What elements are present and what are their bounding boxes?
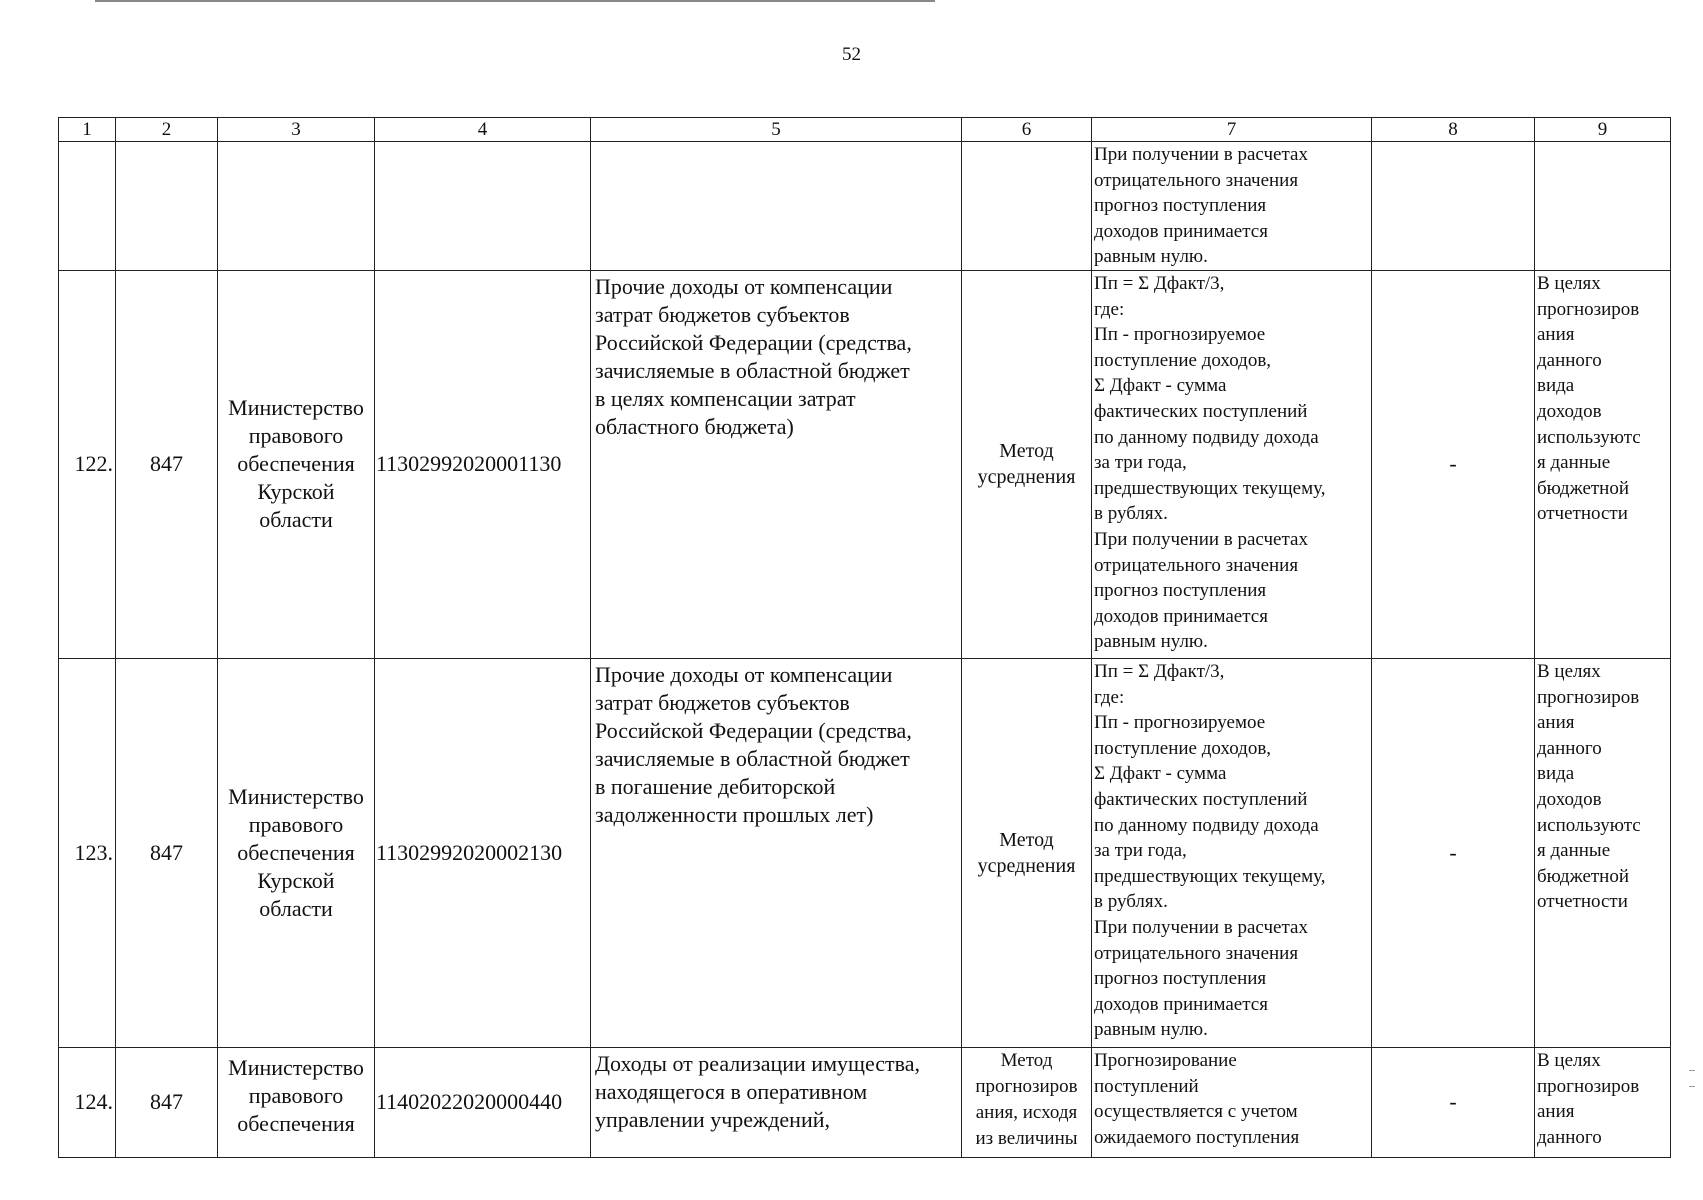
formula-line: Прогнозирование <box>1094 1049 1237 1071</box>
department-line: правового <box>248 423 344 449</box>
description-line: зачисляемые в областной бюджет <box>595 745 910 771</box>
method-line: усреднения <box>977 466 1076 489</box>
description-line: областного бюджета) <box>595 413 794 439</box>
data-source-note <box>1535 658 1671 1047</box>
col-header-6: 6 <box>962 118 1092 142</box>
budget-classification-code: 11302992020002130 <box>375 658 591 1047</box>
col-header-2: 2 <box>116 118 218 142</box>
formula-line: прогноз поступления <box>1094 580 1267 602</box>
cell-empty <box>591 142 962 271</box>
page-number: 52 <box>842 44 861 65</box>
note-line: вида <box>1537 763 1575 785</box>
row-number: 123. <box>59 658 116 1047</box>
formula-line: поступление доходов, <box>1094 737 1272 759</box>
note-line: доходов <box>1537 788 1602 810</box>
income-description <box>591 658 962 1047</box>
admin-code: 847 <box>116 270 218 658</box>
column-number-row <box>59 118 1671 142</box>
note-line: бюджетной <box>1537 865 1630 887</box>
formula-line: доходов принимается <box>1094 605 1268 627</box>
note-line: используютс <box>1537 814 1641 836</box>
scan-mark <box>1689 1086 1695 1087</box>
formula-line: предшествующих текущему, <box>1094 865 1326 887</box>
note-line: ания <box>1537 712 1575 734</box>
formula-line: равным нулю. <box>1094 1019 1208 1041</box>
formula-line: где: <box>1094 298 1125 320</box>
col-header-4: 4 <box>375 118 591 142</box>
formula-line: При получении в расчетах <box>1094 916 1308 938</box>
table-row <box>59 270 1671 658</box>
formula-cell <box>1092 1047 1372 1157</box>
description-line: Российской Федерации (средства, <box>595 329 912 355</box>
scan-mark <box>1689 1070 1695 1071</box>
forecast-table <box>58 117 1671 1158</box>
formula-cell <box>1092 270 1372 658</box>
data-source-note <box>1535 270 1671 658</box>
forecast-method <box>962 1047 1092 1157</box>
description-line: Российской Федерации (средства, <box>595 717 912 743</box>
formula-line: осуществляется с учетом <box>1094 1101 1298 1123</box>
table-row <box>59 658 1671 1047</box>
department-line: правового <box>248 811 344 837</box>
description-line: задолженности прошлых лет) <box>595 801 874 827</box>
formula-line: фактических поступлений <box>1094 788 1308 810</box>
formula-line: в рублях. <box>1094 891 1168 913</box>
description-line: Прочие доходы от компенсации <box>595 661 893 687</box>
income-description <box>591 270 962 658</box>
formula-line: Пп - прогнозируемое <box>1094 324 1266 346</box>
method-line: Метод <box>999 440 1054 463</box>
department-line: Министерство <box>228 395 364 421</box>
method-line: ания, исходя <box>975 1101 1078 1123</box>
department-name <box>218 658 375 1047</box>
formula-line: за три года, <box>1094 452 1187 474</box>
formula-line: равным нулю. <box>1094 631 1208 653</box>
note-line: данного <box>1537 737 1602 759</box>
description-line: в погашение дебиторской <box>595 773 836 799</box>
note-line: доходов <box>1537 400 1602 422</box>
row-number: 124. <box>59 1047 116 1157</box>
note-line: отчетности <box>1537 503 1628 525</box>
formula-line: предшествующих текущему, <box>1094 477 1326 499</box>
note-line: ания <box>1537 1101 1575 1123</box>
income-description <box>591 1047 962 1157</box>
table-row <box>59 1047 1671 1157</box>
note-line: прогнозиров <box>1537 1075 1640 1097</box>
formula-line: за три года, <box>1094 840 1187 862</box>
department-line: Министерство <box>228 783 364 809</box>
top-rule <box>95 0 935 2</box>
column-8-value: - <box>1372 270 1535 658</box>
method-line: усреднения <box>977 854 1076 877</box>
budget-classification-code: 11402022020000440 <box>375 1047 591 1157</box>
formula-line: прогноз поступления <box>1094 195 1267 217</box>
method-line: из величины <box>975 1127 1078 1149</box>
note-line: данного <box>1537 349 1602 371</box>
column-8-value: - <box>1372 1047 1535 1157</box>
note-line: я данные <box>1537 452 1611 474</box>
formula-line: Пп = Σ Дфакт/3, <box>1094 272 1225 294</box>
description-line: находящегося в оперативном <box>595 1078 868 1104</box>
department-line: Курской <box>257 867 335 893</box>
budget-classification-code: 11302992020001130 <box>375 270 591 658</box>
formula-line: Пп - прогнозируемое <box>1094 712 1266 734</box>
department-line: правового <box>248 1082 344 1108</box>
formula-line: фактических поступлений <box>1094 400 1308 422</box>
note-line: В целях <box>1537 272 1601 294</box>
formula-line: поступление доходов, <box>1094 349 1272 371</box>
note-line: прогнозиров <box>1537 298 1640 320</box>
method-line: Метод <box>1000 1049 1053 1071</box>
cell-empty <box>1372 142 1535 271</box>
formula-cell <box>1092 142 1372 271</box>
cell-empty <box>962 142 1092 271</box>
formula-line: доходов принимается <box>1094 220 1268 242</box>
data-source-note <box>1535 1047 1671 1157</box>
department-line: Курской <box>257 479 335 505</box>
formula-line: доходов принимается <box>1094 993 1268 1015</box>
method-line: Метод <box>999 828 1054 851</box>
row-number: 122. <box>59 270 116 658</box>
description-line: зачисляемые в областной бюджет <box>595 357 910 383</box>
col-header-3: 3 <box>218 118 375 142</box>
formula-line: по данному подвиду дохода <box>1094 426 1319 448</box>
forecast-method <box>962 270 1092 658</box>
formula-line: При получении в расчетах <box>1094 144 1308 165</box>
formula-line: по данному подвиду дохода <box>1094 814 1319 836</box>
formula-line: отрицательного значения <box>1094 169 1299 191</box>
department-name <box>218 270 375 658</box>
forecast-method <box>962 658 1092 1047</box>
note-line: данного <box>1537 1126 1602 1148</box>
department-line: области <box>259 895 333 921</box>
note-line: бюджетной <box>1537 477 1630 499</box>
department-line: обеспечения <box>237 1110 355 1136</box>
col-header-8: 8 <box>1372 118 1535 142</box>
formula-line: в рублях. <box>1094 503 1168 525</box>
formula-line: прогноз поступления <box>1094 968 1267 990</box>
description-line: управлении учреждений, <box>595 1106 831 1132</box>
department-line: области <box>259 507 333 533</box>
note-line: используютс <box>1537 426 1641 448</box>
formula-line: отрицательного значения <box>1094 942 1299 964</box>
department-line: обеспечения <box>237 839 355 865</box>
description-line: затрат бюджетов субъектов <box>595 689 850 715</box>
col-header-9: 9 <box>1535 118 1671 142</box>
cell-empty <box>375 142 591 271</box>
description-line: в целях компенсации затрат <box>595 385 856 411</box>
department-line: обеспечения <box>237 451 355 477</box>
col-header-5: 5 <box>591 118 962 142</box>
cell-empty <box>218 142 375 271</box>
cell-empty <box>116 142 218 271</box>
column-8-value: - <box>1372 658 1535 1047</box>
note-line: В целях <box>1537 1049 1601 1071</box>
note-line: ания <box>1537 324 1575 346</box>
formula-line: где: <box>1094 686 1125 708</box>
col-header-1: 1 <box>59 118 116 142</box>
department-line: Министерство <box>228 1054 364 1080</box>
formula-line: поступлений <box>1094 1075 1199 1097</box>
formula-line: равным нулю. <box>1094 246 1208 268</box>
formula-line: Σ Дфакт - сумма <box>1094 763 1227 785</box>
formula-line: отрицательного значения <box>1094 554 1299 576</box>
cell-empty <box>1535 142 1671 271</box>
col-header-7: 7 <box>1092 118 1372 142</box>
department-name <box>218 1047 375 1157</box>
formula-line: ожидаемого поступления <box>1094 1126 1300 1148</box>
note-line: отчетности <box>1537 891 1628 913</box>
note-line: я данные <box>1537 840 1611 862</box>
admin-code: 847 <box>116 1047 218 1157</box>
continuation-row <box>59 142 1671 271</box>
description-line: Доходы от реализации имущества, <box>595 1050 920 1076</box>
note-line: прогнозиров <box>1537 686 1640 708</box>
note-line: В целях <box>1537 660 1601 682</box>
cell-empty <box>59 142 116 271</box>
method-line: прогнозиров <box>975 1075 1078 1097</box>
formula-cell <box>1092 658 1372 1047</box>
note-line: вида <box>1537 375 1575 397</box>
formula-line: При получении в расчетах <box>1094 528 1308 550</box>
description-line: затрат бюджетов субъектов <box>595 301 850 327</box>
admin-code: 847 <box>116 658 218 1047</box>
description-line: Прочие доходы от компенсации <box>595 273 893 299</box>
formula-line: Пп = Σ Дфакт/3, <box>1094 660 1225 682</box>
formula-line: Σ Дфакт - сумма <box>1094 375 1227 397</box>
